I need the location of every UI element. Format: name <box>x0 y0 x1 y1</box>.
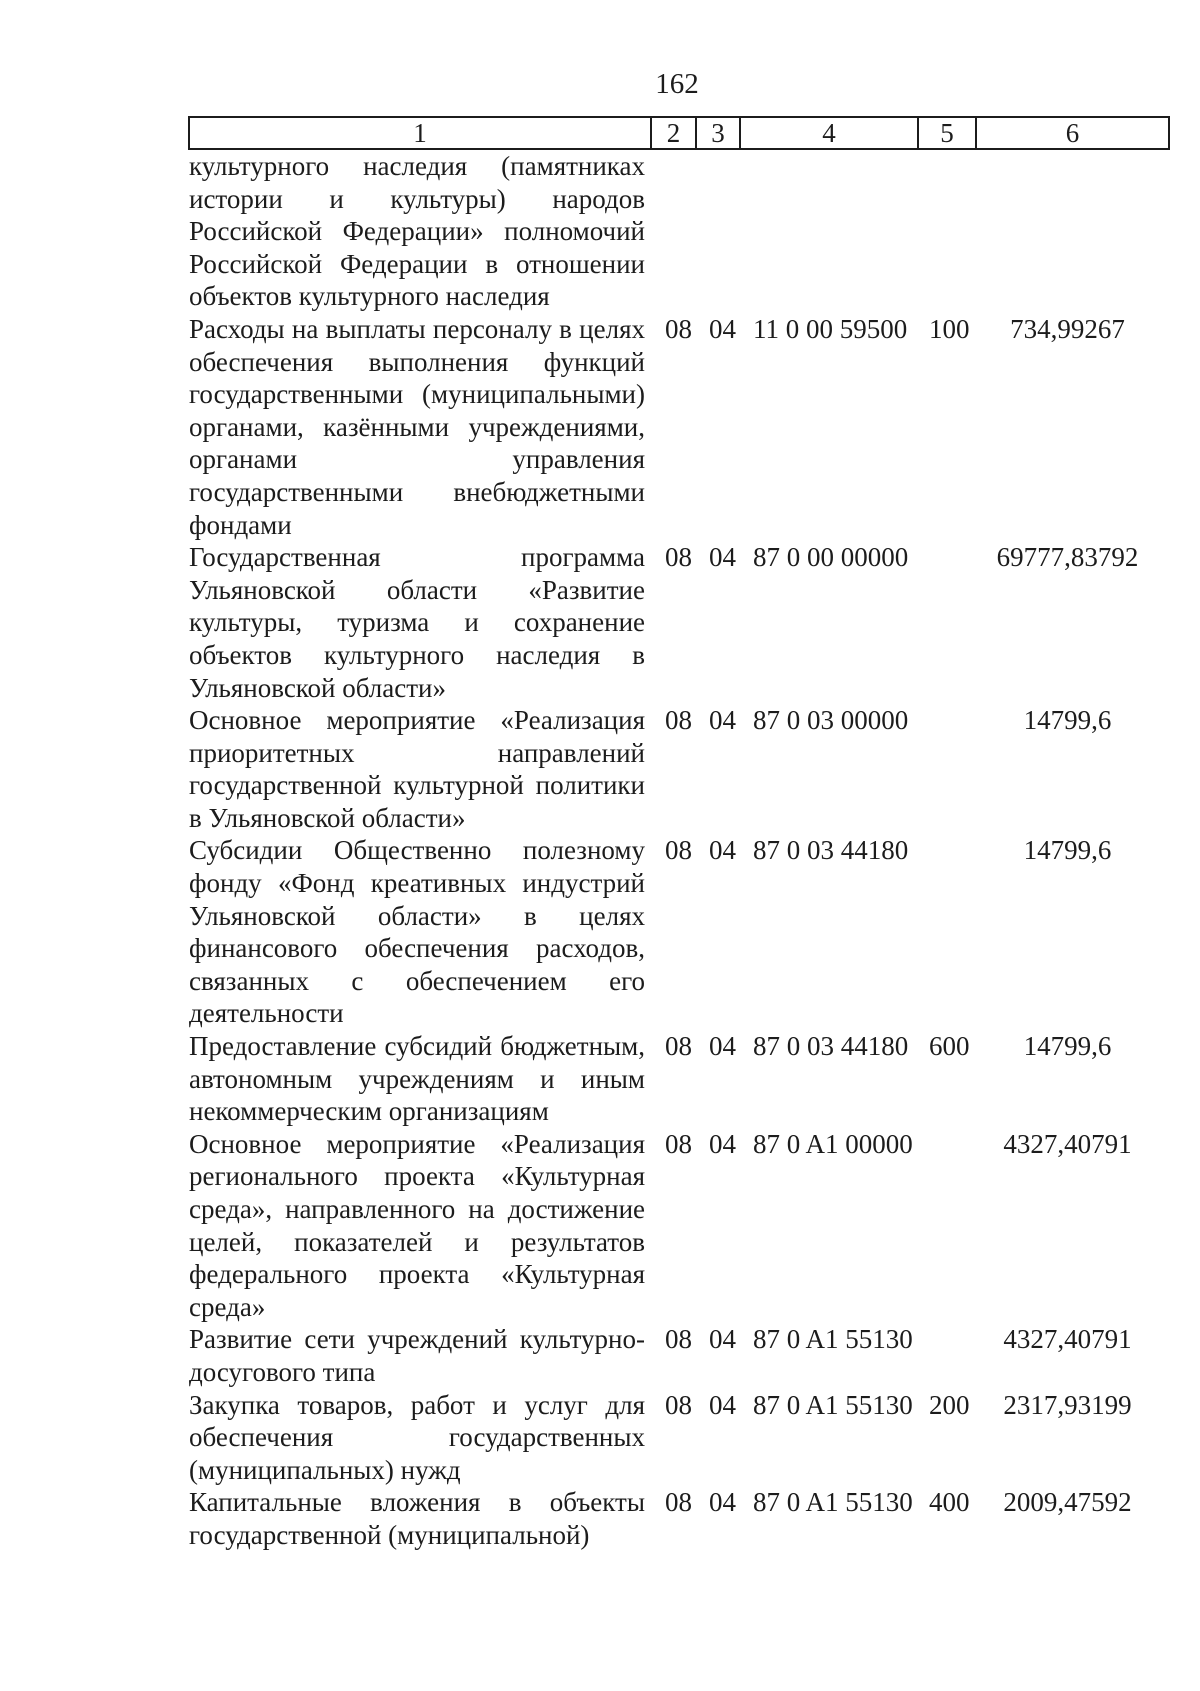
row-description: Закупка товаров, работ и услуг для обеспечения государственных (муниципальных) нужд <box>189 1389 645 1485</box>
table-row <box>189 1128 1169 1324</box>
section-code: 08 <box>665 542 692 573</box>
row-codes <box>651 1486 976 1551</box>
section-code: 08 <box>665 1324 692 1355</box>
row-amount: 4327,40791 <box>1003 1324 1132 1355</box>
header-col-5: 5 <box>918 117 976 149</box>
table-row <box>189 834 1169 1030</box>
table-row <box>189 541 1169 704</box>
row-description: Основное мероприятие «Реализация приоритетных направлений государственной культурной политики в Ульяновской области» <box>189 705 645 833</box>
section-code: 08 <box>665 1128 692 1159</box>
subsection-code: 04 <box>709 542 736 573</box>
subsection-code: 04 <box>709 1487 736 1518</box>
section-code: 08 <box>665 835 692 866</box>
section-code: 08 <box>665 313 692 344</box>
target-article-code: 87 0 A1 55130 <box>753 1487 913 1518</box>
budget-table <box>188 116 1170 1552</box>
header-col-3: 3 <box>696 117 740 149</box>
table-row <box>189 704 1169 834</box>
row-codes <box>651 313 976 541</box>
header-col-6: 6 <box>976 117 1169 149</box>
target-article-code: 87 0 03 44180 <box>753 1031 909 1062</box>
table-row <box>189 1030 1169 1128</box>
row-amount: 69777,83792 <box>996 542 1139 573</box>
row-description: Расходы на выплаты персоналу в целях обеспечения выполнения функций государственными (муниципальными) органами, казёнными учреждениями, органами управления государственными внебюджетными фондами <box>189 313 645 540</box>
subsection-code: 04 <box>709 313 736 344</box>
row-codes <box>651 834 976 1030</box>
target-article-code: 87 0 03 44180 <box>753 835 909 866</box>
row-codes <box>651 149 976 313</box>
table-row <box>189 1323 1169 1388</box>
target-article-code: 87 0 00 00000 <box>753 542 909 573</box>
row-description: Основное мероприятие «Реализация регионального проекта «Культурная среда», направленного на достижение целей, показателей и результатов федерального проекта «Культурная среда» <box>189 1128 645 1322</box>
header-col-2: 2 <box>651 117 696 149</box>
header-col-1: 1 <box>189 117 651 149</box>
row-amount: 14799,6 <box>1023 1031 1112 1062</box>
row-amount: 734,99267 <box>1010 313 1125 344</box>
subsection-code: 04 <box>709 705 736 736</box>
row-amount: 2317,93199 <box>1003 1389 1132 1420</box>
expense-type-code: 600 <box>929 1031 970 1062</box>
subsection-code: 04 <box>709 1389 736 1420</box>
expense-type-code: 100 <box>929 313 970 344</box>
subsection-code: 04 <box>709 1128 736 1159</box>
row-amount: 4327,40791 <box>1003 1128 1132 1159</box>
target-article-code: 87 0 A1 55130 <box>753 1324 913 1355</box>
row-description: Субсидии Общественно полезному фонду «Фонд креативных индустрий Ульяновской области» в целях финансового обеспечения расходов, связанных с обеспечением его деятельности <box>189 835 645 1029</box>
row-amount: 14799,6 <box>1023 835 1112 866</box>
row-codes <box>651 1030 976 1128</box>
page-number: 162 <box>655 68 699 100</box>
row-description: Капитальные вложения в объекты государственной (муниципальной) <box>189 1487 645 1550</box>
row-description: Предоставление субсидий бюджетным, автономным учреждениям и иным некоммерческим организациям <box>189 1031 645 1127</box>
table-row <box>189 149 1169 313</box>
subsection-code: 04 <box>709 1324 736 1355</box>
row-amount <box>976 149 1169 313</box>
header-row <box>189 117 1169 149</box>
row-codes <box>651 1128 976 1324</box>
row-codes <box>651 1389 976 1487</box>
header-col-4: 4 <box>740 117 918 149</box>
target-article-code: 87 0 A1 00000 <box>753 1128 913 1159</box>
target-article-code: 87 0 A1 55130 <box>753 1389 913 1420</box>
section-code: 08 <box>665 1031 692 1062</box>
section-code: 08 <box>665 1487 692 1518</box>
row-description: Государственная программа Ульяновской области «Развитие культуры, туризма и сохранение объектов культурного наследия в Ульяновской области» <box>189 542 645 703</box>
expense-type-code: 400 <box>929 1487 970 1518</box>
row-amount: 14799,6 <box>1023 705 1112 736</box>
row-codes <box>651 704 976 834</box>
subsection-code: 04 <box>709 835 736 866</box>
table-row <box>189 1389 1169 1487</box>
table-row <box>189 1486 1169 1551</box>
expense-type-code: 200 <box>929 1389 970 1420</box>
section-code: 08 <box>665 1389 692 1420</box>
target-article-code: 87 0 03 00000 <box>753 705 909 736</box>
target-article-code: 11 0 00 59500 <box>753 313 908 344</box>
row-description: Развитие сети учреждений культурно-досугового типа <box>189 1324 645 1387</box>
table-row <box>189 313 1169 541</box>
subsection-code: 04 <box>709 1031 736 1062</box>
row-codes <box>651 541 976 704</box>
row-amount: 2009,47592 <box>1003 1487 1132 1518</box>
row-description: культурного наследия (памятниках истории и культуры) народов Российской Федерации» полномочий Российской Федерации в отношении объектов культурного наследия <box>189 151 645 312</box>
section-code: 08 <box>665 705 692 736</box>
row-codes <box>651 1323 976 1388</box>
